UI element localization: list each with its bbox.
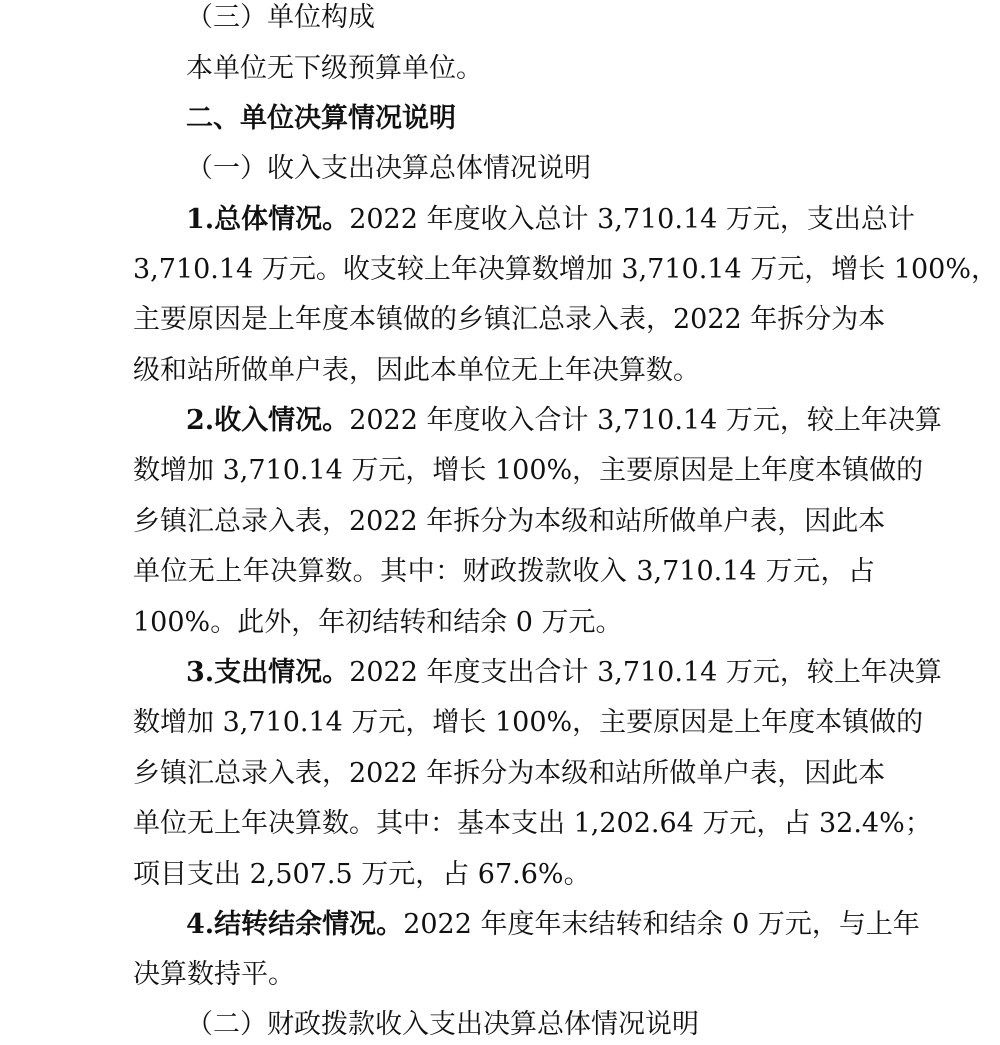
paragraph-line-carryover — [186, 905, 920, 945]
paragraph-line — [133, 754, 886, 794]
paragraph-line-overall — [186, 200, 915, 240]
line-text: 数增加 3,710.14 万元，增长 100%，主要原因是上年度本镇做的 — [133, 707, 924, 738]
paragraph-line — [133, 250, 998, 290]
line-text: 2022 年度年末结转和结余 0 万元，与上年 — [403, 909, 920, 940]
line-text: 二、单位决算情况说明 — [186, 103, 456, 134]
line-text: 2022 年度支出合计 3,710.14 万元，较上年决算 — [349, 657, 942, 688]
line-text: 决算数持平。 — [133, 959, 295, 990]
line-text: 主要原因是上年度本镇做的乡镇汇总录入表，2022 年拆分为本 — [133, 304, 886, 335]
item-heading-expenditure: 3.支出情况。 — [186, 657, 350, 688]
line-text: 本单位无下级预算单位。 — [186, 53, 483, 84]
section-heading-final-accounts — [186, 99, 456, 139]
subsection-heading-income-expenditure — [186, 149, 591, 189]
line-text: 项目支出 2,507.5 万元，占 67.6%。 — [133, 859, 591, 890]
paragraph-line — [133, 603, 623, 643]
line-text: 2022 年度收入合计 3,710.14 万元，较上年决算 — [349, 405, 942, 436]
paragraph-line — [133, 955, 295, 995]
paragraph-line — [133, 855, 591, 895]
line-text: 级和站所做单户表，因此本单位无上年决算数。 — [133, 355, 700, 386]
item-heading-income: 2.收入情况。 — [186, 405, 350, 436]
paragraph-line-expenditure — [186, 653, 942, 693]
line-text: （一）收入支出决算总体情况说明 — [186, 153, 591, 184]
item-heading-overall: 1.总体情况。 — [186, 204, 350, 235]
line-text: 乡镇汇总录入表，2022 年拆分为本级和站所做单户表，因此本 — [133, 506, 886, 537]
paragraph-line-income — [186, 401, 942, 441]
line-text: 数增加 3,710.14 万元，增长 100%，主要原因是上年度本镇做的 — [133, 455, 924, 486]
paragraph-line — [133, 804, 932, 844]
item-heading-carryover: 4.结转结余情况。 — [186, 909, 404, 940]
paragraph-line — [186, 49, 483, 89]
line-text: 100%。此外，年初结转和结余 0 万元。 — [133, 607, 623, 638]
line-text: 乡镇汇总录入表，2022 年拆分为本级和站所做单户表，因此本 — [133, 758, 886, 789]
line-text: （二）财政拨款收入支出决算总体情况说明 — [186, 1009, 699, 1040]
paragraph-line — [133, 703, 924, 743]
paragraph-line — [133, 451, 924, 491]
line-text: 2022 年度收入总计 3,710.14 万元，支出总计 — [349, 204, 915, 235]
paragraph-line — [133, 300, 886, 340]
line-text: （三）单位构成 — [186, 2, 375, 33]
line-text: 单位无上年决算数。其中：基本支出 1,202.64 万元，占 32.4%； — [133, 808, 932, 839]
paragraph-line — [133, 552, 875, 592]
subsection-heading-fiscal-appropriation — [186, 1005, 699, 1045]
line-text: 单位无上年决算数。其中：财政拨款收入 3,710.14 万元，占 — [133, 556, 875, 587]
paragraph-line — [133, 351, 700, 391]
subsection-heading-unit-composition — [186, 0, 375, 38]
line-text: 3,710.14 万元。收支较上年决算数增加 3,710.14 万元，增长 100%， — [133, 254, 998, 285]
paragraph-line — [133, 502, 886, 542]
